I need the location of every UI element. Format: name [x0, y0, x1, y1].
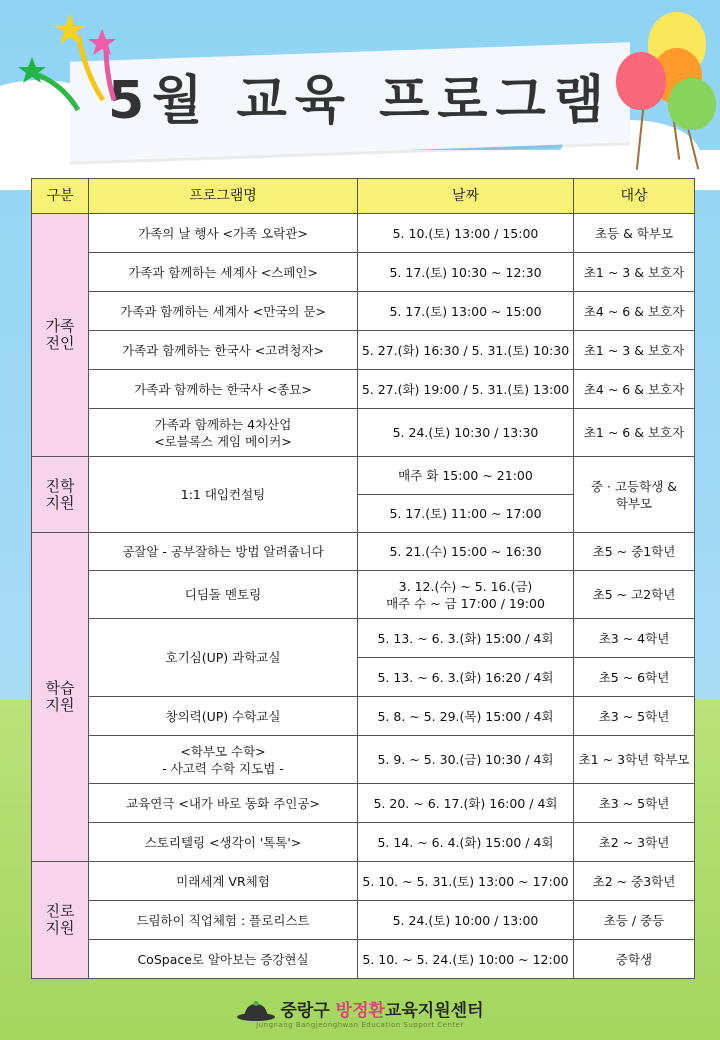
table-row — [32, 331, 695, 370]
table-row — [32, 409, 695, 457]
program-name: 1:1 대입컨설팅 — [89, 457, 358, 533]
category-path: 진로 지원 — [32, 862, 89, 979]
program-name: 가족과 함께하는 세계사 <만국의 문> — [89, 292, 358, 331]
program-name: 가족과 함께하는 세계사 <스페인> — [89, 253, 358, 292]
table-row — [32, 533, 695, 571]
org-name — [0, 996, 720, 1021]
program-target: 초5 ~ 고2학년 — [574, 571, 695, 619]
program-date: 5. 13. ~ 6. 3.(화) 15:00 / 4회 — [358, 619, 574, 658]
program-date — [358, 571, 574, 619]
program-date: 5. 27.(화) 16:30 / 5. 31.(토) 10:30 — [358, 331, 574, 370]
table-row — [32, 370, 695, 409]
balloon-icon — [668, 78, 716, 130]
program-target: 초4 ~ 6 & 보호자 — [574, 292, 695, 331]
program-target: 초2 ~ 중3학년 — [574, 862, 695, 901]
table-row — [32, 736, 695, 784]
program-date: 5. 27.(화) 19:00 / 5. 31.(토) 13:00 — [358, 370, 574, 409]
program-target: 초1 ~ 3 & 보호자 — [574, 331, 695, 370]
program-date: 5. 20. ~ 6. 17.(화) 16:00 / 4회 — [358, 784, 574, 823]
balloon-icon — [616, 52, 666, 110]
page-title: 5월 교육 프로그램 — [107, 71, 612, 131]
table-row — [32, 823, 695, 862]
program-name: 호기심(UP) 과학교실 — [89, 619, 358, 697]
program-date: 5. 10. ~ 5. 31.(토) 13:00 ~ 17:00 — [358, 862, 574, 901]
table-row — [32, 292, 695, 331]
program-date-line: 3. 12.(수) ~ 5. 16.(금) — [398, 578, 533, 594]
program-name: 가족과 함께하는 한국사 <고려청자> — [89, 331, 358, 370]
org-name-suffix: 교육지원센터 — [384, 1001, 484, 1021]
program-date-line: 매주 수 ~ 금 17:00 / 19:00 — [386, 595, 545, 611]
program-date: 5. 17.(토) 13:00 ~ 15:00 — [358, 292, 574, 331]
category-family: 가족 전인 — [32, 214, 89, 457]
program-target: 초4 ~ 6 & 보호자 — [574, 370, 695, 409]
program-target: 초2 ~ 3학년 — [574, 823, 695, 862]
program-target: 초3 ~ 4학년 — [574, 619, 695, 658]
table-row — [32, 214, 695, 253]
star-icon — [18, 5, 148, 115]
program-date: 5. 17.(토) 10:30 ~ 12:30 — [358, 253, 574, 292]
program-date: 5. 8. ~ 5. 29.(목) 15:00 / 4회 — [358, 697, 574, 736]
program-target: 초등 & 학부모 — [574, 214, 695, 253]
program-name: 가족의 날 행사 <가족 오락관> — [89, 214, 358, 253]
program-name: 스토리텔링 <생각이 '톡톡'> — [89, 823, 358, 862]
program-date: 5. 24.(토) 10:00 / 13:00 — [358, 901, 574, 940]
program-target: 초5 ~ 6학년 — [574, 658, 695, 697]
program-name-line: 가족과 함께하는 4차산업 — [154, 416, 292, 432]
program-target: 초1 ~ 6 & 보호자 — [574, 409, 695, 457]
program-date: 5. 13. ~ 6. 3.(화) 16:20 / 4회 — [358, 658, 574, 697]
program-target: 초1 ~ 3학년 학부모 — [574, 736, 695, 784]
category-career: 진학 지원 — [32, 457, 89, 533]
program-name: 가족과 함께하는 한국사 <종묘> — [89, 370, 358, 409]
table-row — [32, 253, 695, 292]
header-category: 구분 — [32, 179, 89, 214]
program-name — [89, 736, 358, 784]
program-name-line: - 사고력 수학 지도법 - — [162, 760, 284, 776]
table-row — [32, 571, 695, 619]
program-name: 창의력(UP) 수학교실 — [89, 697, 358, 736]
header-program: 프로그램명 — [89, 179, 358, 214]
program-date: 매주 화 15:00 ~ 21:00 — [358, 457, 574, 495]
program-date: 5. 10.(토) 13:00 / 15:00 — [358, 214, 574, 253]
table-row — [32, 784, 695, 823]
program-date: 5. 24.(토) 10:30 / 13:30 — [358, 409, 574, 457]
program-table — [31, 178, 695, 979]
program-target: 초1 ~ 3 & 보호자 — [574, 253, 695, 292]
table-row — [32, 619, 695, 658]
org-english-name: Jungnang Bangjeonghwan Education Support Center — [256, 1021, 464, 1029]
org-name-accent: 방정환 — [335, 1001, 385, 1021]
table-row — [32, 862, 695, 901]
program-name-line: <학부모 수학> — [180, 743, 266, 759]
program-date: 5. 21.(수) 15:00 ~ 16:30 — [358, 533, 574, 571]
program-name: 교육연극 <내가 바로 동화 주인공> — [89, 784, 358, 823]
program-date: 5. 9. ~ 5. 30.(금) 10:30 / 4회 — [358, 736, 574, 784]
program-target: 초3 ~ 5학년 — [574, 784, 695, 823]
program-target: 초5 ~ 중1학년 — [574, 533, 695, 571]
program-name-line: <로블록스 게임 메이커> — [154, 433, 292, 449]
table-row — [32, 901, 695, 940]
table-row — [32, 457, 695, 495]
program-target: 초등 / 중등 — [574, 901, 695, 940]
program-name: 드림하이 직업체험 : 플로리스트 — [89, 901, 358, 940]
program-date: 5. 17.(토) 11:00 ~ 17:00 — [358, 495, 574, 533]
program-target: 초3 ~ 5학년 — [574, 697, 695, 736]
program-name: 공잘알 - 공부잘하는 방법 알려줍니다 — [89, 533, 358, 571]
org-name-prefix: 중랑구 — [280, 1001, 336, 1021]
program-target — [574, 457, 695, 533]
program-name: CoSpace로 알아보는 증강현실 — [89, 940, 358, 979]
table-row — [32, 697, 695, 736]
footer-logo — [0, 996, 720, 1029]
header-target: 대상 — [574, 179, 695, 214]
program-date: 5. 14. ~ 6. 4.(화) 15:00 / 4회 — [358, 823, 574, 862]
program-date: 5. 10. ~ 5. 24.(토) 10:00 ~ 12:00 — [358, 940, 574, 979]
table-header-row — [32, 179, 695, 214]
program-name: 디딤돌 멘토링 — [89, 571, 358, 619]
category-study: 학습 지원 — [32, 533, 89, 862]
program-target: 중학생 — [574, 940, 695, 979]
header-date: 날짜 — [358, 179, 574, 214]
hat-icon — [236, 1001, 276, 1021]
program-target-line: 중 · 고등학생 & — [590, 478, 678, 494]
program-name: 미래세계 VR체험 — [89, 862, 358, 901]
program-name — [89, 409, 358, 457]
table-row — [32, 940, 695, 979]
program-target-line: 학부모 — [615, 495, 653, 511]
